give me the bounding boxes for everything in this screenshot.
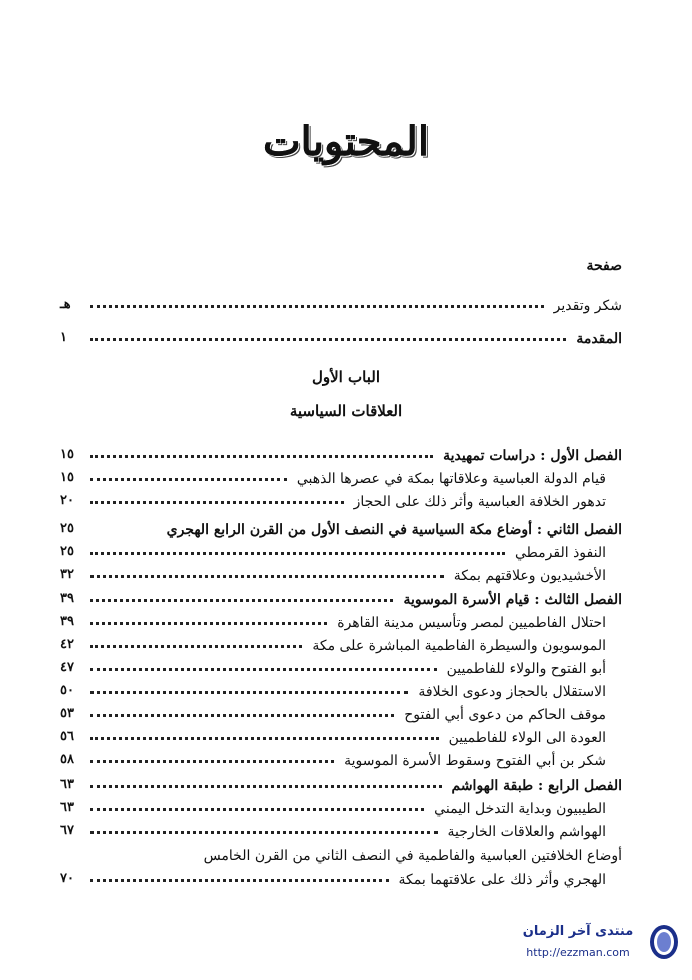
toc-entry-text: الهواشم والعلاقات الخارجية bbox=[447, 824, 606, 840]
leader-dots bbox=[90, 737, 439, 740]
leader-dots bbox=[90, 552, 505, 555]
toc-page-number: ٣٢ bbox=[60, 567, 74, 582]
circle-ring-logo-icon bbox=[648, 922, 680, 962]
toc-row[interactable] bbox=[60, 747, 622, 769]
leader-dots bbox=[90, 785, 442, 788]
toc-entry-text: الفصل الثالث : قيام الأسرة الموسوية bbox=[403, 592, 622, 608]
toc-row[interactable] bbox=[60, 724, 622, 746]
toc-page-number: ٥٦ bbox=[60, 729, 74, 744]
toc-row[interactable] bbox=[60, 465, 622, 487]
toc-entry-text: المقدمة bbox=[576, 331, 622, 347]
leader-dots bbox=[90, 455, 433, 458]
toc-entry-text: أبو الفتوح والولاء للفاطميين bbox=[446, 661, 606, 677]
toc-page-number: ٣٩ bbox=[60, 591, 74, 606]
toc-page-number: ٥٠ bbox=[60, 683, 74, 698]
toc-row[interactable] bbox=[60, 795, 622, 817]
leader-dots bbox=[90, 668, 437, 671]
leader-dots bbox=[90, 575, 444, 578]
part-subtitle: العلاقات السياسية bbox=[289, 402, 403, 420]
leader-dots bbox=[90, 760, 334, 763]
leader-dots bbox=[90, 714, 394, 717]
toc-page-number: ٤٢ bbox=[60, 637, 74, 652]
toc-page-number: ٢٠ bbox=[60, 493, 74, 508]
toc-row[interactable] bbox=[60, 562, 622, 584]
toc-entry-text: شكر بن أبي الفتوح وسقوط الأسرة الموسوية bbox=[344, 753, 606, 769]
toc-page-number: ٤٧ bbox=[60, 660, 74, 675]
toc-row-chapter-1[interactable] bbox=[60, 442, 622, 464]
toc-row[interactable] bbox=[60, 818, 622, 840]
toc-entry-text: العودة الى الولاء للفاطميين bbox=[448, 730, 606, 746]
leader-dots bbox=[90, 808, 424, 811]
leader-dots bbox=[90, 645, 302, 648]
toc-entry-text: شكر وتقدير bbox=[553, 298, 622, 314]
toc-row-front-1[interactable] bbox=[60, 292, 622, 314]
toc-page-number: ٥٣ bbox=[60, 706, 74, 721]
toc-page-number: ٦٣ bbox=[60, 777, 74, 792]
toc-page-number: هـ bbox=[60, 297, 71, 312]
part-title: الباب الأول bbox=[311, 368, 381, 386]
toc-row[interactable] bbox=[60, 488, 622, 510]
toc-entry-text: الفصل الأول : دراسات تمهيدية bbox=[443, 448, 622, 464]
toc-page-number: ١٥ bbox=[60, 447, 74, 462]
toc-entry-text: تدهور الخلافة العباسية وأثر ذلك على الحجاز bbox=[353, 494, 606, 510]
leader-dots bbox=[90, 478, 287, 481]
toc-row[interactable] bbox=[60, 539, 622, 561]
toc-entry-text: الفصل الرابع : طبقة الهواشم bbox=[451, 778, 622, 794]
toc-page-number: ١٥ bbox=[60, 470, 74, 485]
toc-row-chapter-2[interactable] bbox=[60, 516, 622, 538]
toc-row-front-2[interactable] bbox=[60, 325, 622, 347]
forum-name: منتدى آخر الزمان bbox=[522, 924, 634, 939]
toc-entry-text: الموسويون والسيطرة الفاطمية المباشرة على مكة bbox=[312, 638, 606, 654]
toc-row[interactable] bbox=[60, 655, 622, 677]
toc-row[interactable] bbox=[60, 632, 622, 654]
toc-entry-text: النفوذ القرمطي bbox=[515, 545, 606, 561]
leader-dots bbox=[90, 691, 408, 694]
leader-dots bbox=[90, 622, 327, 625]
toc-row-chapter-3[interactable] bbox=[60, 586, 622, 608]
toc-entry-text: الأخشيديون وعلاقتهم بمكة bbox=[453, 568, 606, 584]
toc-entry-text: قيام الدولة العباسية وعلاقاتها بمكة في عصرها الذهبي bbox=[296, 471, 606, 487]
leader-dots bbox=[90, 599, 393, 602]
toc-entry-text: الطيبيون وبداية التدخل اليمني bbox=[434, 801, 606, 817]
toc-row[interactable] bbox=[60, 842, 622, 864]
toc-row[interactable] bbox=[60, 866, 622, 888]
toc-page-number: ٢٥ bbox=[60, 544, 74, 559]
toc-entry-text: أوضاع الخلافتين العباسية والفاطمية في النصف الثاني من القرن الخامس bbox=[203, 848, 622, 864]
toc-page-number: ٦٧ bbox=[60, 823, 74, 838]
toc-row[interactable] bbox=[60, 678, 622, 700]
toc-row-chapter-4[interactable] bbox=[60, 772, 622, 794]
toc-entry-text: احتلال الفاطميين لمصر وتأسيس مدينة القاهرة bbox=[337, 615, 606, 631]
toc-page-number: ٦٣ bbox=[60, 800, 74, 815]
toc-row[interactable] bbox=[60, 609, 622, 631]
toc-page-number: ٥٨ bbox=[60, 752, 74, 767]
toc-page-number: ٣٩ bbox=[60, 614, 74, 629]
toc-page-number: ١ bbox=[60, 330, 67, 345]
toc-page-number: ٧٠ bbox=[60, 871, 74, 886]
leader-dots bbox=[90, 305, 544, 308]
forum-watermark[interactable] bbox=[508, 918, 683, 968]
toc-entry-text: الفصل الثاني : أوضاع مكة السياسية في النصف الأول من القرن الرابع الهجري bbox=[166, 522, 622, 538]
toc-entry-text: الاستقلال بالحجاز ودعوى الخلافة bbox=[418, 684, 606, 700]
page-column-label: صفحة bbox=[586, 258, 622, 274]
page-title: المحتويات bbox=[263, 118, 429, 165]
toc-page-number: ٢٥ bbox=[60, 521, 74, 536]
leader-dots bbox=[90, 831, 438, 834]
toc-entry-text: موقف الحاكم من دعوى أبي الفتوح bbox=[404, 707, 606, 723]
leader-dots bbox=[90, 501, 344, 504]
leader-dots bbox=[90, 879, 389, 882]
toc-row[interactable] bbox=[60, 701, 622, 723]
toc-entry-text: الهجري وأثر ذلك على علاقتهما بمكة bbox=[398, 872, 606, 888]
leader-dots bbox=[90, 338, 566, 341]
forum-url[interactable]: http://ezzman.com bbox=[526, 946, 630, 959]
